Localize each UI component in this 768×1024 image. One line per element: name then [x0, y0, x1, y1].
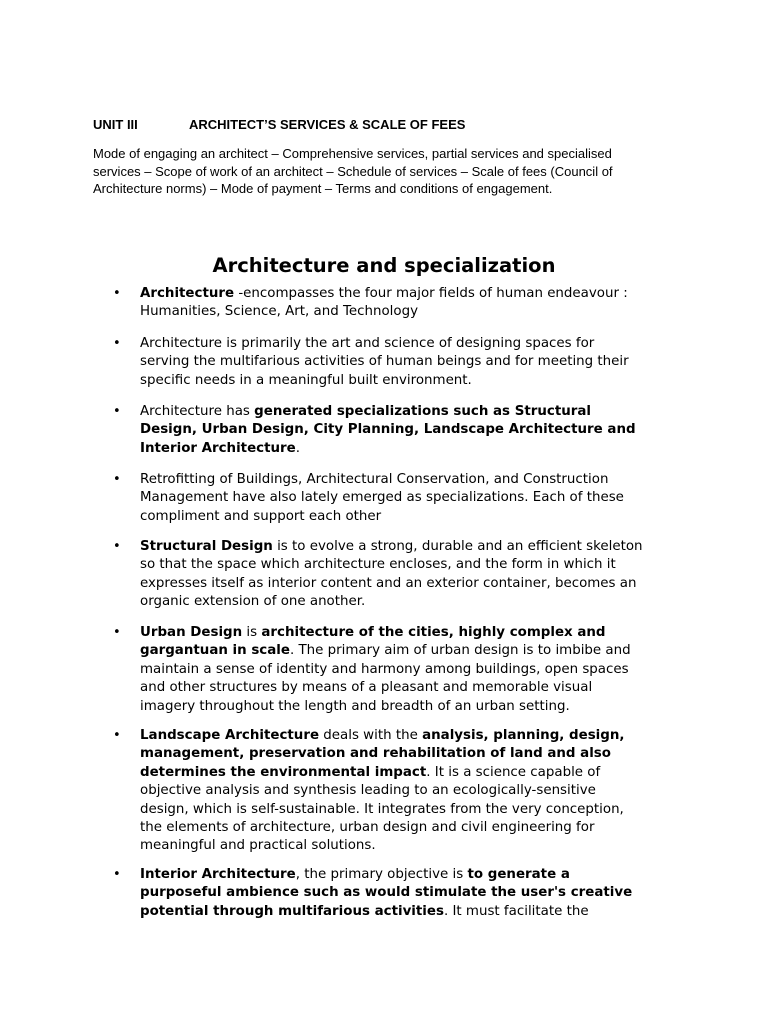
text-run: meaningful and practical solutions. — [140, 838, 376, 854]
text-line — [140, 575, 710, 593]
bullet-marker: • — [113, 728, 121, 743]
text-run: serving the multifarious activities of human beings and for meeting their — [140, 354, 629, 370]
text-run: Retrofitting of Buildings, Architectural Conservation, and Construction — [140, 472, 609, 487]
text-line — [140, 745, 710, 763]
text-run: maintain a sense of identity and harmony among buildings, open spaces — [140, 661, 629, 677]
bold-text: Interior Architecture — [140, 867, 296, 882]
text-run: design, which is self-sustainable. It integrates from the very conception, — [140, 801, 624, 817]
bold-text: purposeful ambience such as would stimulate the user's creative — [140, 885, 633, 901]
text-run: specific needs in a meaningful built environment. — [140, 372, 472, 388]
bullet-marker: • — [113, 472, 121, 487]
bold-text: Design, Urban Design, City Planning, Landscape Architecture and — [140, 422, 636, 438]
text-line — [140, 471, 710, 489]
text-line — [140, 642, 710, 660]
bullet-marker: • — [113, 336, 121, 351]
text-line — [140, 303, 710, 321]
text-run: is to evolve a strong, durable and an efficient skeleton — [272, 539, 643, 554]
bold-text: management, preservation and rehabilitation of land and also — [140, 746, 611, 762]
text-line — [140, 556, 710, 574]
text-run: organic extension of one another. — [140, 594, 366, 610]
list-item-text — [140, 285, 710, 322]
text-run: deals with the — [319, 728, 423, 743]
section-title: Architecture and specialization — [212, 254, 556, 277]
text-run: Architecture is primarily the art and science of designing spaces for — [140, 336, 595, 351]
text-run: . It must facilitate the — [443, 903, 589, 919]
text-run: Management have also lately emerged as specializations. Each of these — [140, 490, 624, 506]
text-line — [140, 403, 710, 421]
text-run: Humanities, Science, Art, and Technology — [140, 304, 419, 320]
text-line — [140, 764, 710, 782]
text-run: is — [242, 625, 262, 640]
bullet-marker: • — [113, 625, 121, 640]
bold-text: generated specializations such as Structural — [254, 404, 591, 419]
syllabus-line: services – Scope of work of an architect – Schedule of services – Scale of fees (Council of — [93, 163, 613, 179]
list-item-text — [140, 538, 710, 612]
syllabus-line: Architecture norms) – Mode of payment – Terms and conditions of engagement. — [93, 181, 553, 196]
unit-label: UNIT III — [93, 117, 138, 132]
text-line — [140, 285, 710, 303]
text-line — [140, 801, 710, 819]
bullet-marker: • — [113, 539, 121, 554]
text-run: expresses itself as interior content and an exterior container, becomes an — [140, 575, 637, 591]
text-line — [140, 335, 710, 353]
bullet-marker: • — [113, 867, 121, 882]
list-item-text — [140, 624, 710, 716]
bold-text: Landscape Architecture — [140, 728, 320, 743]
text-line — [140, 819, 710, 837]
text-run: Architecture has — [140, 404, 255, 419]
bold-text: potential through multifarious activities — [140, 903, 444, 919]
text-run: objective analysis and synthesis leading to an ecologically-sensitive — [140, 783, 596, 799]
text-run: . It is a science capable of — [426, 764, 601, 780]
text-run: . — [295, 440, 300, 456]
text-line — [140, 624, 710, 642]
text-line — [140, 440, 710, 458]
text-run: so that the space which architecture encloses, and the form in which it — [140, 557, 616, 573]
bullet-marker: • — [113, 404, 121, 419]
syllabus-line: Mode of engaging an architect – Comprehensive services, partial services and specialised — [93, 146, 612, 161]
text-line — [140, 489, 710, 507]
text-line — [140, 698, 710, 716]
text-line — [140, 353, 710, 371]
list-item-text — [140, 403, 710, 458]
list-item-text — [140, 335, 710, 390]
unit-title: ARCHITECT’S SERVICES & SCALE OF FEES — [189, 117, 466, 132]
text-line — [140, 679, 710, 697]
list-item-text — [140, 727, 710, 856]
text-run: imagery throughout the length and breadth of an urban setting. — [140, 698, 570, 714]
bullet-marker: • — [113, 286, 121, 301]
bold-text: to generate a — [467, 867, 570, 882]
text-line — [140, 508, 710, 526]
list-item-text — [140, 866, 710, 921]
list-item-text — [140, 471, 710, 526]
bold-text: Urban Design — [140, 625, 243, 640]
text-line — [140, 866, 710, 884]
text-line — [140, 538, 710, 556]
bold-text: gargantuan in scale — [140, 643, 290, 659]
bold-text: architecture of the cities, highly complex and — [261, 625, 606, 640]
text-line — [140, 884, 710, 902]
text-run: the elements of architecture, urban design and civil engineering for — [140, 820, 595, 836]
text-run: -encompasses the four major fields of human endeavour : — [234, 286, 628, 301]
text-line — [140, 593, 710, 611]
text-line — [140, 903, 710, 921]
text-run: , the primary objective is — [295, 867, 468, 882]
text-line — [140, 837, 710, 855]
bold-text: Interior Architecture — [140, 440, 296, 456]
bold-text: determines the environmental impact — [140, 764, 427, 780]
text-line — [140, 661, 710, 679]
text-run: and other structures by means of a pleasant and memorable visual — [140, 680, 593, 696]
bold-text: analysis, planning, design, — [422, 728, 625, 743]
text-line — [140, 727, 710, 745]
bold-text: Structural Design — [140, 539, 273, 554]
text-line — [140, 782, 710, 800]
text-run: . The primary aim of urban design is to imbibe and — [289, 643, 631, 659]
text-line — [140, 421, 710, 439]
bold-text: Architecture — [140, 286, 235, 301]
text-run: compliment and support each other — [140, 508, 382, 524]
text-line — [140, 372, 710, 390]
